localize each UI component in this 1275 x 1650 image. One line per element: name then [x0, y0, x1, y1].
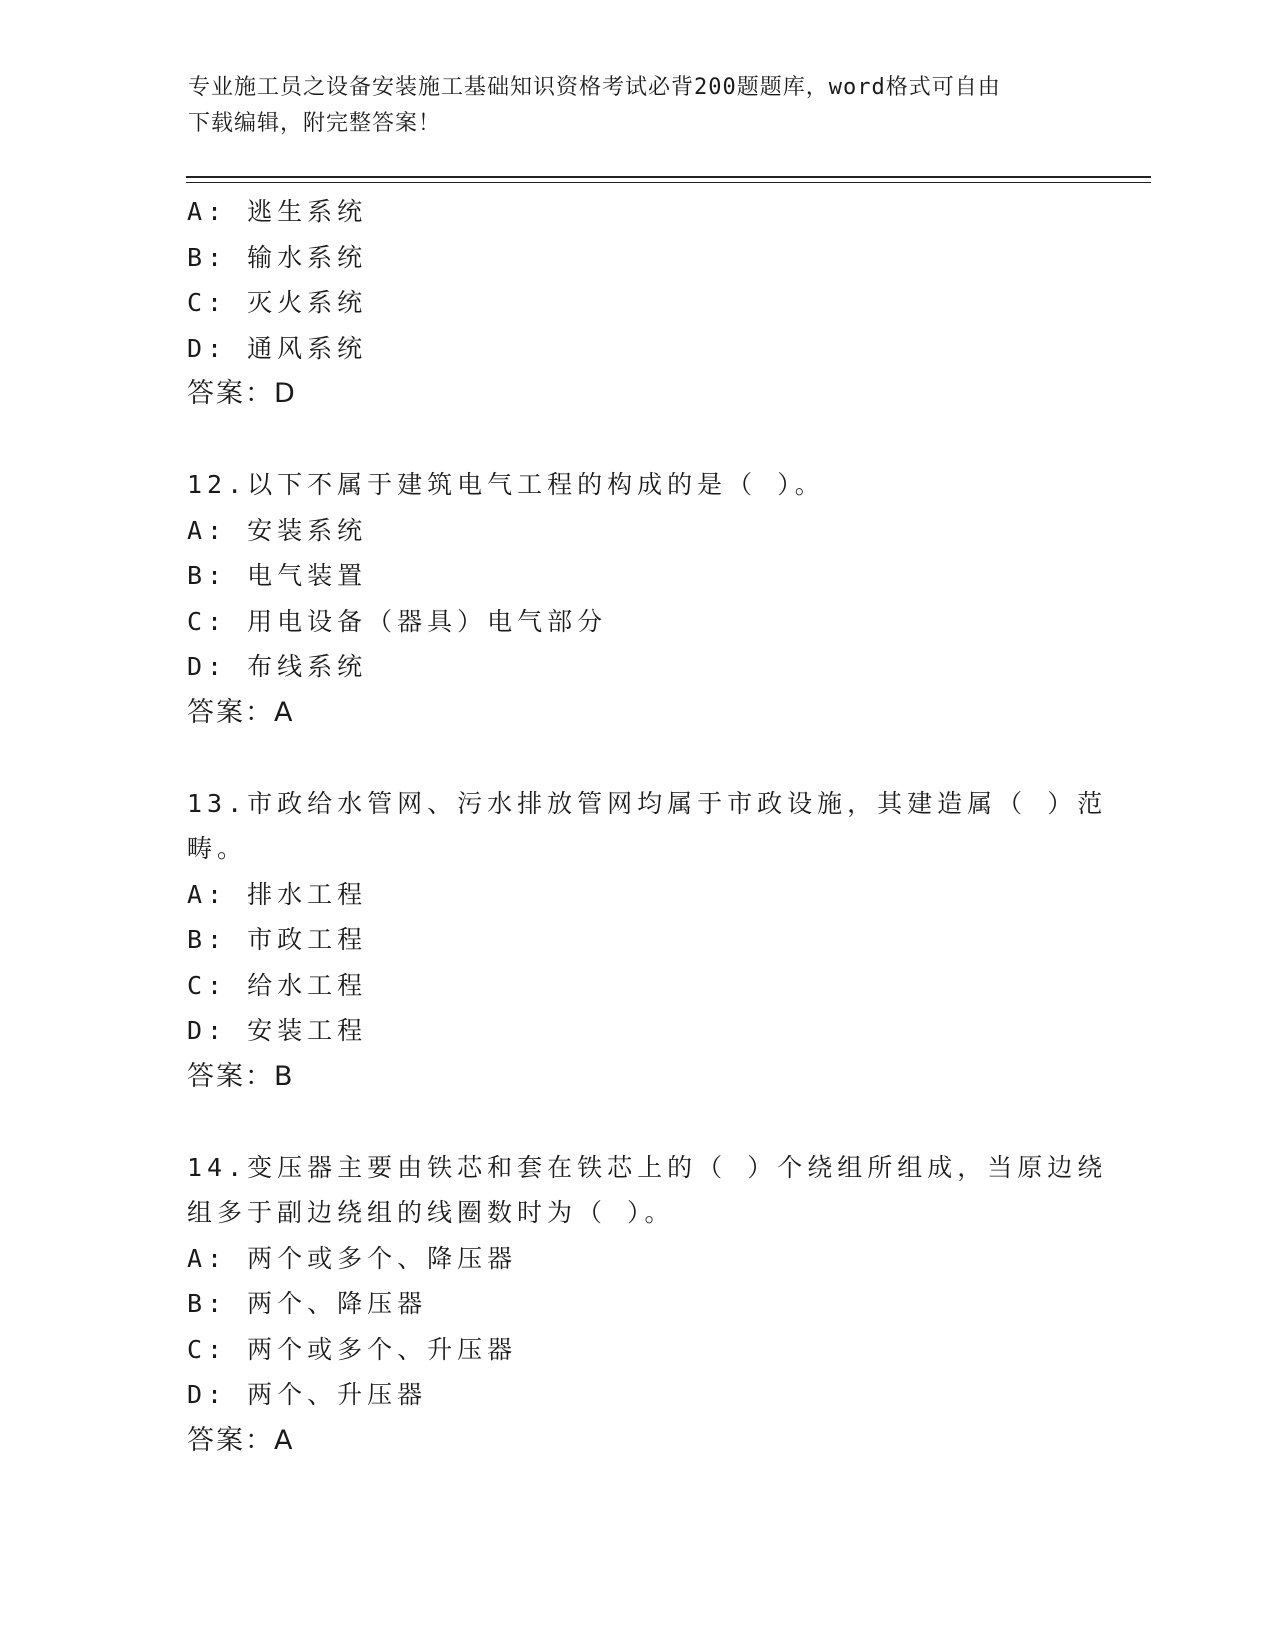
option-d: D: 两个、升压器 — [187, 1380, 428, 1409]
spacer — [187, 1099, 1057, 1145]
question-stem-line-2: 组多于副边绕组的线圈数时为（ ）。 — [187, 1198, 675, 1227]
answer-line: 答案：B — [187, 1060, 295, 1092]
spacer — [187, 417, 1057, 463]
header-line-2: 下载编辑，附完整答案！ — [188, 111, 442, 136]
option-b: B: 两个、降压器 — [187, 1289, 428, 1318]
option-c: C: 给水工程 — [187, 970, 368, 1000]
option-a: A: 两个或多个、降压器 — [187, 1243, 518, 1273]
header-divider-thin — [186, 182, 1151, 183]
answer-line: 答案：A — [187, 696, 295, 728]
option-b: B: 电气装置 — [187, 561, 368, 590]
option-a: A: 安装系统 — [187, 515, 368, 545]
answer-line: 答案：A — [187, 1424, 295, 1456]
option-c: C: 用电设备（器具）电气部分 — [187, 606, 608, 636]
header-divider-thick — [186, 176, 1151, 178]
option-a: A: 排水工程 — [187, 879, 368, 909]
option-b: B: 输水系统 — [187, 242, 368, 272]
question-stem-line-2: 畴。 — [187, 834, 248, 863]
option-a: A: 逃生系统 — [187, 197, 368, 226]
answer-line: 答案：D — [187, 378, 297, 409]
question-stem-line-1: 14.变压器主要由铁芯和套在铁芯上的（ ）个绕组所组成，当原边绕 — [187, 1152, 1108, 1182]
option-c: C: 两个或多个、升压器 — [187, 1334, 518, 1364]
option-c: C: 灭火系统 — [187, 288, 368, 317]
question-list — [187, 189, 1108, 1463]
option-d: D: 通风系统 — [187, 333, 368, 363]
question-11 — [187, 189, 1057, 417]
question-12 — [187, 462, 1057, 735]
question-stem: 12.以下不属于建筑电气工程的构成的是（ ）。 — [187, 470, 825, 499]
document-header — [188, 70, 1068, 142]
spacer — [187, 735, 1057, 781]
question-14 — [187, 1145, 1108, 1464]
option-d: D: 安装工程 — [187, 1016, 368, 1045]
header-line-1: 专业施工员之设备安装施工基础知识资格考试必背200题题库，word格式可自由 — [188, 75, 1001, 100]
option-b: B: 市政工程 — [187, 925, 368, 954]
option-d: D: 布线系统 — [187, 652, 368, 681]
question-13 — [187, 781, 1108, 1100]
question-stem-line-1: 13.市政给水管网、污水排放管网均属于市政设施，其建造属（ ）范 — [187, 788, 1108, 818]
